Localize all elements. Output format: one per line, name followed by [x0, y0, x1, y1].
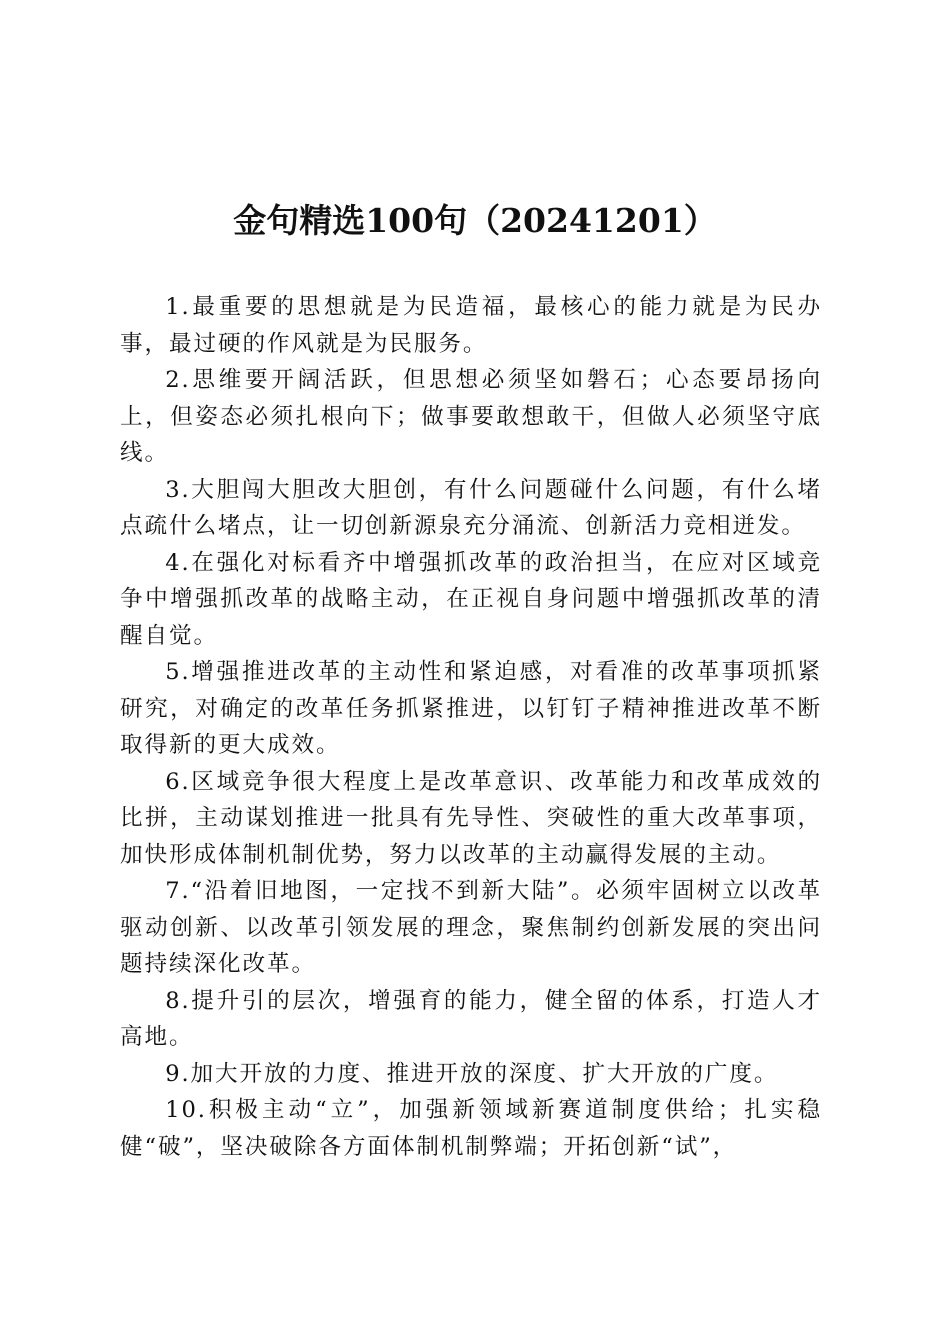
paragraph-1: 1.最重要的思想就是为民造福，最核心的能力就是为民办事，最过硬的作风就是为民服务。	[120, 294, 822, 357]
paragraph-5: 5.增强推进改革的主动性和紧迫感，对看准的改革事项抓紧研究，对确定的改革任务抓紧推进，以钉钉子精神推进改革不断取得新的更大成效。	[120, 659, 822, 758]
paragraph-10: 10.积极主动“立”，加强新领域新赛道制度供给；扎实稳健“破”，坚决破除各方面体制机制弊端；开拓创新“试”，	[120, 1097, 822, 1160]
paragraph-4: 4.在强化对标看齐中增强抓改革的政治担当，在应对区域竞争中增强抓改革的战略主动，在正视自身问题中增强抓改革的清醒自觉。	[120, 549, 822, 649]
document-title: 金句精选100句（20241201）	[233, 201, 717, 240]
document-body	[120, 289, 822, 1165]
paragraph-3: 3.大胆闯大胆改大胆创，有什么问题碰什么问题，有什么堵点疏什么堵点，让一切创新源泉充分涌流、创新活力竞相迸发。	[120, 476, 822, 539]
paragraph-7: 7.“沿着旧地图，一定找不到新大陆”。必须牢固树立以改革驱动创新、以改革引领发展的理念，聚焦制约创新发展的突出问题持续深化改革。	[120, 878, 822, 977]
paragraph-2: 2.思维要开阔活跃，但思想必须坚如磐石；心态要昂扬向上，但姿态必须扎根向下；做事要敢想敢干，但做人必须坚守底线。	[120, 367, 822, 466]
paragraph-8: 8.提升引的层次，增强育的能力，健全留的体系，打造人才高地。	[120, 987, 822, 1050]
paragraph-6: 6.区域竞争很大程度上是改革意识、改革能力和改革成效的比拼，主动谋划推进一批具有先导性、突破性的重大改革事项，加快形成体制机制优势，努力以改革的主动赢得发展的主动。	[120, 768, 822, 868]
paragraph-9: 9.加大开放的力度、推进开放的深度、扩大开放的广度。	[165, 1060, 779, 1087]
